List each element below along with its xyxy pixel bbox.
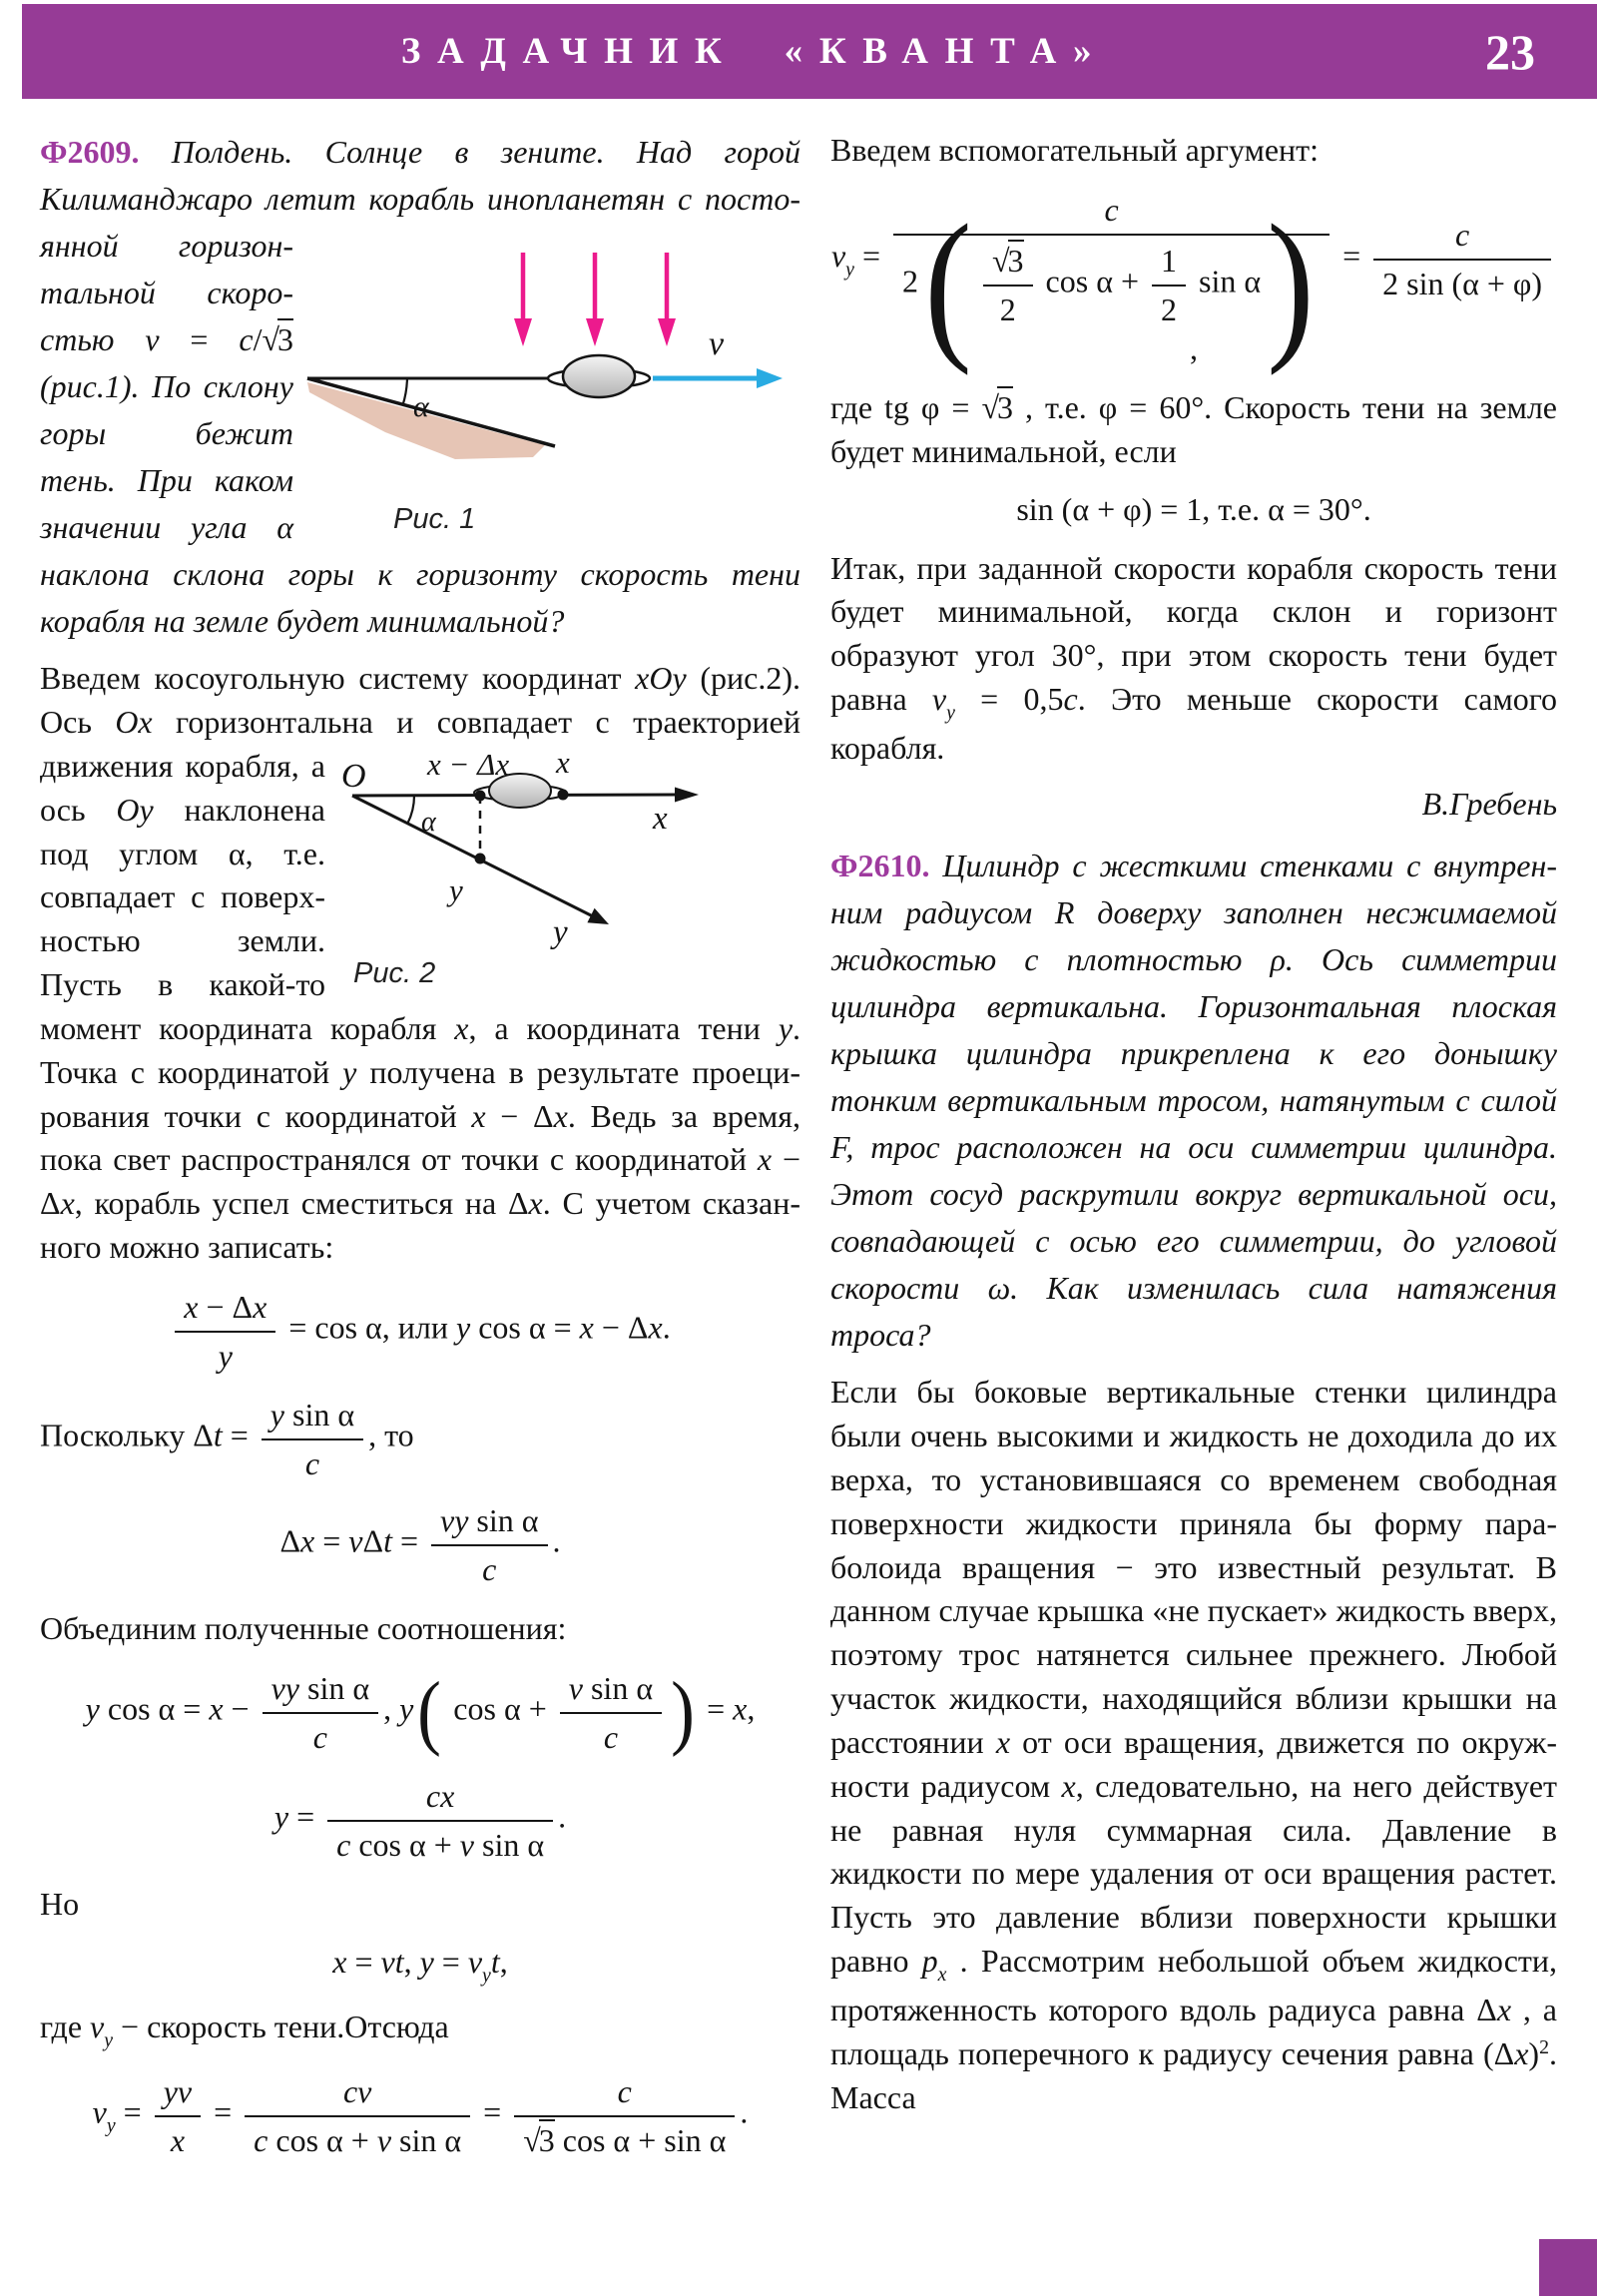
but-label: Но	[40, 1886, 80, 1923]
formula-aux-argument: $v_y$ = c 2( $\frac{√3}{2}$ cos α + $\frac{1}{2}$ sin α) = $\frac{c}{2 \sin (\alpha + \varphi)}$ ,	[830, 189, 1557, 368]
formula-vy: $v_y$ = $\frac{yv}{x}$ = $\frac{cv}{\text{c cos α + v sin α}}$ = $\frac{c}{\text{√3 cos α + sin α}}$ .	[40, 2070, 800, 2160]
sun-rays-icon	[514, 253, 676, 346]
formula-delta-x: Δx = vΔt = $\frac{\text{vy sin α}}{c}$ .	[40, 1499, 800, 1589]
y-axis-arrowhead	[587, 908, 609, 924]
problem-2609-text-b: горизонтальной скоростью v = c/√3 (рис.1). По склону горы бежит тень. При каком значении угла α наклона склона горы к горизонту скорость тени корабля на земле будет минимальной?	[40, 228, 800, 640]
angle-arc	[407, 796, 414, 824]
figure-2-drawing	[335, 751, 795, 950]
solution-2609-text-b: движения корабля, а ось Oy наклонена под углом α, т.е. совпадает с поверхностью земли. Пусть в какой-то момент координата корабля x, а координата тени y. Точка с координатой y получена в результате проецирования точки с координатой x − Δx. Ведь за время, пока свет распространялся от точки с координатой x − Δx, корабль успел сместиться на Δx. С учетом сказанного можно записать:	[40, 748, 801, 1266]
x-minus-dx-label: x − Δx	[427, 751, 510, 782]
figure-1-drawing	[305, 227, 787, 494]
right-column	[830, 129, 1557, 2178]
point-x	[558, 790, 569, 801]
y-point-label: y	[449, 872, 463, 907]
formula-projection: $\frac{x - \Delta x}{y}$ = cos α, или y cos α = x − Δx.	[40, 1286, 800, 1376]
figure-1	[305, 227, 800, 541]
author-name: В.Гребень	[1421, 786, 1557, 823]
left-column	[40, 129, 800, 2178]
point-y	[475, 854, 486, 864]
solution-2610: Если бы боковые вертикальные стенки цилиндра были очень высокими и жидкость не доходила до их верха, то установившаяся со временем свободная поверхности жидкости приняла бы форму параболоида вращения − это известный результат. В данном случае крышка «не пускает» жидкость вверх, поэтому трос натянется сильнее прежнего. Любой участок жидкости, находящийся вблизи крышки на расстоянии x от оси вращения, движется по окружности радиусом x, следовательно, на него действует не равная нуля суммарная сила. Давление в жидкости по мере удаления от оси вращения растет. Пусть это давление вблизи поверхности крышки равно $p_x$ . Рассмотрим небольшой объем жидкости, протяженность которого вдоль радиуса равна Δx , а площадь поперечного к радиусу сечения равна $(\Delta x)^2$. Масса	[830, 1374, 1558, 2115]
header-bar	[22, 4, 1597, 99]
page-number: 23	[1485, 23, 1535, 80]
alpha-label: α	[421, 807, 436, 838]
figure-2-caption: Рис. 2	[353, 957, 436, 989]
problem-2609	[40, 129, 800, 645]
point-x-minus-dx	[475, 791, 486, 802]
alpha-label: α	[413, 390, 429, 424]
figure-1-caption: Рис. 1	[393, 503, 476, 536]
y-axis	[352, 796, 593, 916]
problem-2610: Ф2610. Цилиндр с жесткими стенками с внутренним радиусом R доверху заполнен несжимаемой жидкостью с плотностью ρ. Ось симметрии цилиндра вертикальна. Горизонтальная плоская крышка цилиндра прикреплена к его донышку тонким вертикальным тросом, натянутым с силой F, трос расположен на оси симметрии цилиндра. Этот сосуд раскрутили вокруг вертикальной оси, совпадающей с осью его симметрии, до угловой скорости ω. Как изменилась сила натяжения троса?	[830, 847, 1557, 1354]
combine-label: Объединим полученные соотношения:	[40, 1610, 567, 1647]
x-point-label: x	[556, 751, 570, 780]
conclusion-2609: Итак, при заданной скорости корабля скорость тени будет минимальной, когда склон и горизонт образуют угол 30°, при этом скорость тени будет равна $v_y = 0,5c$. Это меньше скорости самого корабля.	[830, 549, 1558, 767]
section-title: ЗАДАЧНИК «КВАНТА»	[400, 31, 1109, 72]
velocity-arrow-icon	[653, 368, 783, 388]
angle-arc	[403, 378, 408, 405]
solution-2609-text-a: Введем косоугольную систему координат xOy (рис.2). Ось Ox горизонтальна и совпадает с траекторией	[40, 660, 801, 741]
x-axis-arrowhead	[675, 788, 699, 803]
problem-2609-text-a: Ф2609. Полдень. Солнце в зените. Над горой Килиманджаро летит корабль инопланетян с постоянной	[40, 134, 800, 265]
solution-2609-intro	[40, 657, 800, 1270]
ufo-icon	[548, 355, 650, 397]
x-axis-label: x	[653, 801, 668, 837]
page-body	[0, 99, 1597, 2178]
origin-label: O	[341, 758, 366, 795]
formula-delta-t: Поскольку Δt = $\frac{\text{y sin α}}{c}$ , то	[40, 1394, 800, 1483]
formula-sin-condition: sin (α + φ) = 1, т.е. α = 30°.	[1016, 490, 1371, 527]
where-vy-label: где $v_y$ − скорость тени.Отсюда	[40, 2009, 449, 2051]
y-axis-label: y	[553, 914, 568, 950]
formula-combined: y cos α = x − $\frac{\text{vy sin α}}{c}$ , y( cos α + $\frac{\text{v sin α}}{c}$ ) = x,	[85, 1664, 756, 1758]
aux-argument-intro: Введем вспомогательный аргумент:	[830, 132, 1320, 168]
corner-mark	[1539, 2239, 1597, 2296]
formula-y-result: y = $\frac{cx}{\text{c cos α + v sin α}}$ .	[40, 1775, 800, 1865]
figure-2	[335, 751, 800, 994]
formula-xt-yt: x = vt, $y = v_yt$,	[332, 1943, 508, 1987]
velocity-label: v	[709, 325, 725, 363]
where-tg-phi: где tg φ = √3 , т.е. φ = 60°. Скорость тени на земле будет минимальной, если	[830, 386, 1557, 474]
